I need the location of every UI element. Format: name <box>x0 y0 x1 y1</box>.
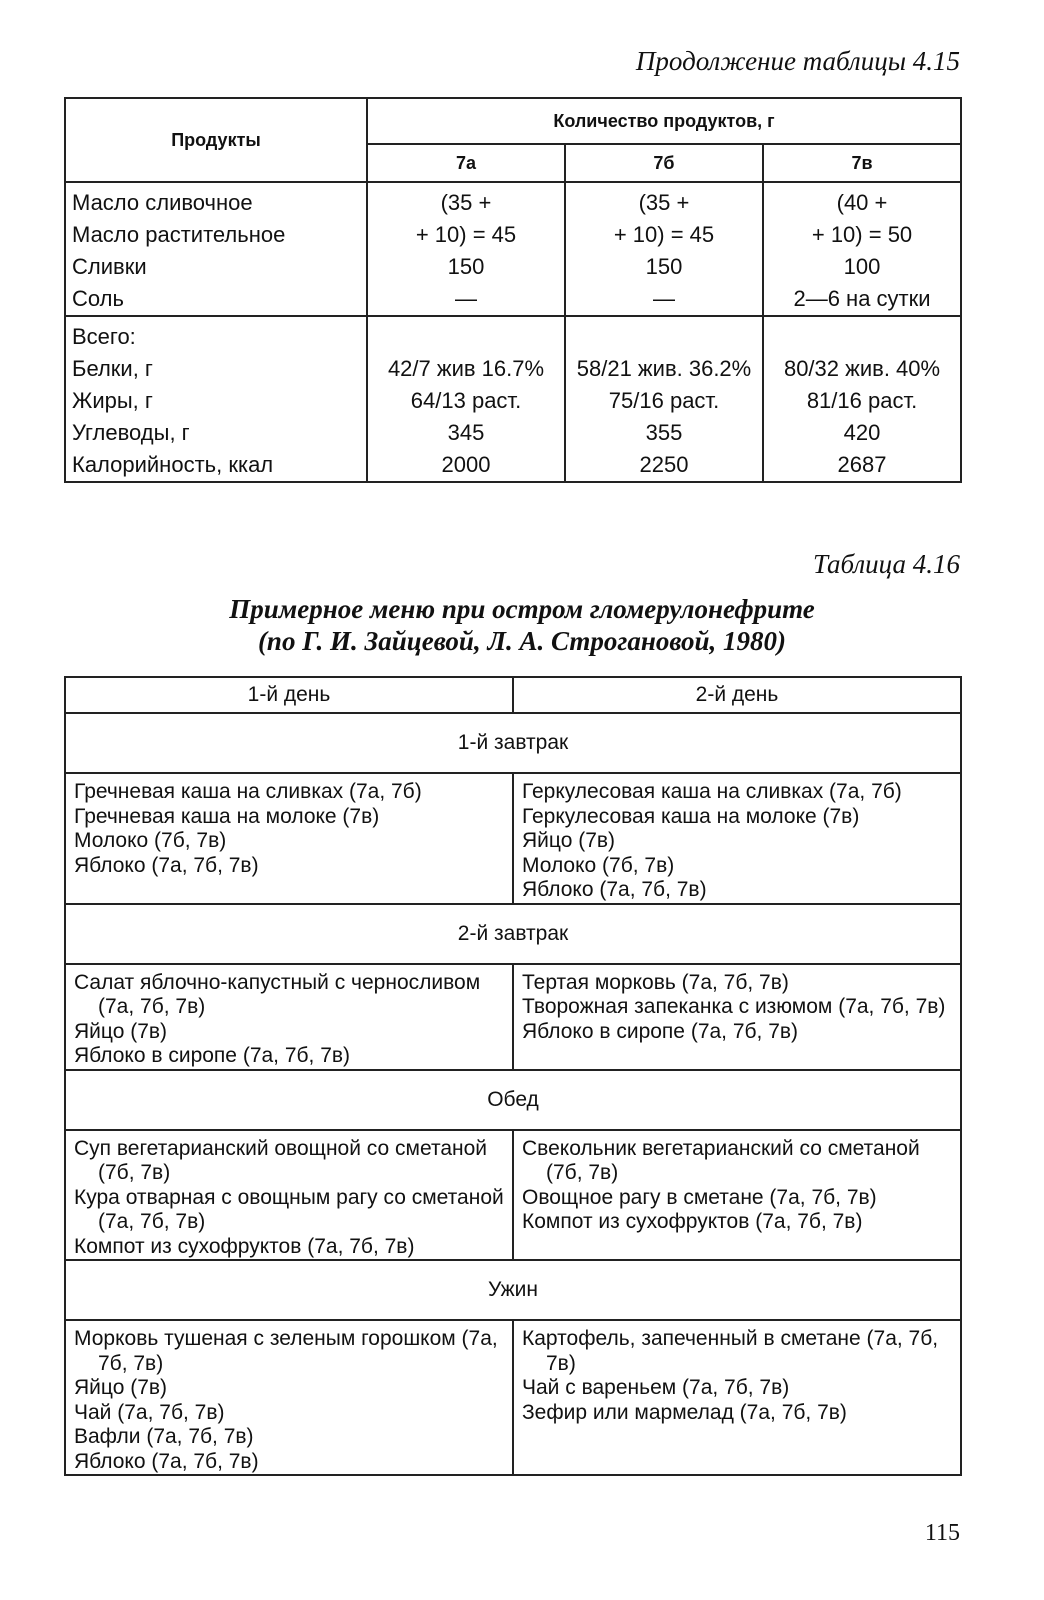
dish-item: Творожная запеканка с изюмом (7а, 7б, 7в) <box>522 995 946 1018</box>
dish-item: Компот из сухофруктов (7а, 7б, 7в) <box>74 1234 415 1258</box>
dish-item: Гречневая каша на сливках (7а, 7б) <box>74 780 422 803</box>
cell-value: 2250 <box>565 449 763 482</box>
table-row <box>65 353 961 385</box>
table-row <box>65 385 961 417</box>
table-4-16-menu <box>64 676 962 1476</box>
cell-value: (35 + <box>367 182 565 219</box>
row-label: Жиры, г <box>65 385 367 417</box>
cell-value: + 10) = 45 <box>565 219 763 251</box>
day-2-dishes <box>513 1320 961 1475</box>
cell-value: 81/16 раст. <box>763 385 961 417</box>
day-1-dishes <box>65 773 513 904</box>
cell-value: 150 <box>367 251 565 283</box>
dish-item: Кура отварная с овощным рагу со сметаной (7а, 7б, 7в) <box>74 1185 504 1233</box>
dish-item: Геркулесовая каша на молоке (7в) <box>522 804 860 828</box>
dish-item: Молоко (7б, 7в) <box>74 829 227 852</box>
day-1-header: 1-й день <box>65 677 513 713</box>
table-row <box>65 182 961 219</box>
table-caption: Таблица 4.16 <box>812 549 960 579</box>
row-label: Белки, г <box>65 353 367 385</box>
dish-item: Компот из сухофруктов (7а, 7б, 7в) <box>522 1210 863 1233</box>
cell-value: 355 <box>565 417 763 449</box>
dish-item: Яблоко (7а, 7б, 7в) <box>74 1449 259 1473</box>
meal-header: 2-й завтрак <box>65 904 961 964</box>
cell-value: (35 + <box>565 182 763 219</box>
dish-item: Молоко (7б, 7в) <box>522 853 675 877</box>
cell-value: 150 <box>565 251 763 283</box>
table-continuation-caption: Продолжение таблицы 4.15 <box>635 46 960 76</box>
cell-value: 2—6 на сутки <box>763 283 961 316</box>
dish-item: Яйцо (7в) <box>74 1019 168 1043</box>
row-label: Соль <box>65 283 367 316</box>
cell-value: 2000 <box>367 449 565 482</box>
cell-value: (40 + <box>763 182 961 219</box>
dish-item: Яйцо (7в) <box>522 829 616 852</box>
cell-value: — <box>565 283 763 316</box>
dish-item: Морковь тушеная с зеленым горошком (7а, 7б, 7в) <box>74 1327 498 1375</box>
page-number: 115 <box>924 1520 960 1546</box>
table-row <box>65 316 961 353</box>
row-label: Углеводы, г <box>65 417 367 449</box>
meal-header: Обед <box>65 1070 961 1130</box>
dish-item: Яблоко (7а, 7б, 7в) <box>522 878 707 901</box>
dish-item: Гречневая каша на молоке (7в) <box>74 804 380 828</box>
day-1-dishes <box>65 1320 513 1475</box>
table-title <box>0 593 1044 657</box>
day-2-header: 2-й день <box>513 677 961 713</box>
table-4-15 <box>64 97 962 483</box>
table-row <box>65 449 961 482</box>
day-2-dishes <box>513 773 961 904</box>
dish-item: Салат яблочно-капустный с черносливом (7а, 7б, 7в) <box>74 970 481 1018</box>
day-1-dishes <box>65 964 513 1070</box>
row-label: Всего: <box>65 316 367 353</box>
dish-item: Картофель, запеченный в сметане (7а, 7б, 7в) <box>522 1327 939 1375</box>
cell-value: 64/13 раст. <box>367 385 565 417</box>
cell-value: 58/21 жив. 36.2% <box>565 353 763 385</box>
dish-item: Тертая морковь (7а, 7б, 7в) <box>522 970 789 994</box>
cell-value: 80/32 жив. 40% <box>763 353 961 385</box>
cell-value: 420 <box>763 417 961 449</box>
cell-value: 42/7 жив 16.7% <box>367 353 565 385</box>
cell-value <box>367 316 565 353</box>
dish-item: Свекольник вегетарианский со сметаной (7б, 7в) <box>522 1136 920 1184</box>
row-label: Масло сливочное <box>65 182 367 219</box>
row-label: Калорийность, ккал <box>65 449 367 482</box>
row-label: Масло растительное <box>65 219 367 251</box>
meal-header: Ужин <box>65 1260 961 1320</box>
dish-item: Яблоко в сиропе (7а, 7б, 7в) <box>522 1019 799 1043</box>
table-row <box>65 251 961 283</box>
day-1-dishes <box>65 1130 513 1261</box>
column-header-diet-7a: 7а <box>367 144 565 182</box>
meal-header: 1-й завтрак <box>65 713 961 773</box>
cell-value: 2687 <box>763 449 961 482</box>
cell-value <box>763 316 961 353</box>
column-header-diet-7b: 7б <box>565 144 763 182</box>
column-header-quantity: Количество продуктов, г <box>367 98 961 144</box>
column-header-products: Продукты <box>65 98 367 182</box>
table-title-line: Примерное меню при остром гломерулонефрите <box>229 594 815 624</box>
table-row <box>65 219 961 251</box>
dish-item: Вафли (7а, 7б, 7в) <box>74 1425 254 1448</box>
day-2-dishes <box>513 964 961 1070</box>
dish-item: Яблоко (7а, 7б, 7в) <box>74 853 259 877</box>
table-row <box>65 417 961 449</box>
table-title-line: (по Г. И. Зайцевой, Л. А. Строгановой, 1980) <box>257 626 787 656</box>
column-header-diet-7v: 7в <box>763 144 961 182</box>
dish-item: Чай (7а, 7б, 7в) <box>74 1400 225 1424</box>
dish-item: Овощное рагу в сметане (7а, 7б, 7в) <box>522 1185 877 1209</box>
dish-item: Зефир или мармелад (7а, 7б, 7в) <box>522 1400 847 1424</box>
dish-item: Геркулесовая каша на сливках (7а, 7б) <box>522 780 902 803</box>
day-2-dishes <box>513 1130 961 1261</box>
cell-value: 75/16 раст. <box>565 385 763 417</box>
cell-value: 345 <box>367 417 565 449</box>
dish-item: Яйцо (7в) <box>74 1376 168 1399</box>
dish-item: Чай с вареньем (7а, 7б, 7в) <box>522 1376 790 1399</box>
table-row <box>65 283 961 316</box>
dish-item: Яблоко в сиропе (7а, 7б, 7в) <box>74 1044 351 1067</box>
dish-item: Суп вегетарианский овощной со сметаной (7б, 7в) <box>74 1136 488 1184</box>
cell-value: — <box>367 283 565 316</box>
cell-value <box>565 316 763 353</box>
row-label: Сливки <box>65 251 367 283</box>
cell-value: 100 <box>763 251 961 283</box>
cell-value: + 10) = 50 <box>763 219 961 251</box>
cell-value: + 10) = 45 <box>367 219 565 251</box>
